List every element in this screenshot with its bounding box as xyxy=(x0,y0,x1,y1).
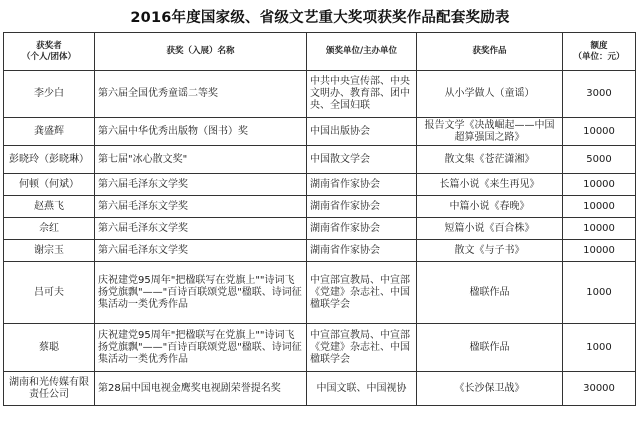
award-cell: 第七届"冰心散文奖" xyxy=(95,146,307,174)
issuer-cell: 中国文联、中国视协 xyxy=(307,372,417,406)
award-cell: 第六届毛泽东文学奖 xyxy=(95,240,307,262)
amount-cell: 30000 xyxy=(563,372,636,406)
table-row xyxy=(4,118,636,146)
winner-cell: 何顿（何斌） xyxy=(4,174,95,196)
winner-cell: 佘红 xyxy=(4,218,95,240)
award-cell: 第六届中华优秀出版物（图书）奖 xyxy=(95,118,307,146)
winner-cell: 蔡聪 xyxy=(4,324,95,372)
page-title: 2016年度国家级、省级文艺重大奖项获奖作品配套奖励表 xyxy=(130,10,510,26)
issuer-cell: 中国散文学会 xyxy=(307,146,417,174)
table-row xyxy=(4,174,636,196)
work-cell: 《长沙保卫战》 xyxy=(417,372,563,406)
award-cell: 第六届毛泽东文学奖 xyxy=(95,218,307,240)
amount-cell: 3000 xyxy=(563,71,636,118)
award-cell: 第28届中国电视金鹰奖电视剧荣誉提名奖 xyxy=(95,372,307,406)
awards-table xyxy=(3,32,636,406)
issuer-cell: 中宣部宣教局、中宣部《党建》杂志社、中国楹联学会 xyxy=(307,262,417,324)
table-row xyxy=(4,262,636,324)
header-amount: 额度 （单位：元） xyxy=(563,33,636,71)
work-cell: 散文集《苍茫潇湘》 xyxy=(417,146,563,174)
amount-cell: 10000 xyxy=(563,196,636,218)
award-cell: 第六届毛泽东文学奖 xyxy=(95,174,307,196)
work-cell: 短篇小说《百合株》 xyxy=(417,218,563,240)
issuer-cell: 中共中央宣传部、中央文明办、教育部、团中央、全国妇联 xyxy=(307,71,417,118)
issuer-cell: 湖南省作家协会 xyxy=(307,218,417,240)
header-award: 获奖（入展）名称 xyxy=(95,33,307,71)
issuer-cell: 中国出版协会 xyxy=(307,118,417,146)
table-row xyxy=(4,324,636,372)
winner-cell: 彭晓玲（彭晓琳） xyxy=(4,146,95,174)
amount-cell: 10000 xyxy=(563,240,636,262)
award-cell: 第六届全国优秀童谣二等奖 xyxy=(95,71,307,118)
table-row xyxy=(4,240,636,262)
header-winner: 获奖者 （个人/团体） xyxy=(4,33,95,71)
amount-cell: 10000 xyxy=(563,118,636,146)
work-cell: 楹联作品 xyxy=(417,324,563,372)
winner-cell: 湖南和光传媒有限责任公司 xyxy=(4,372,95,406)
table-row xyxy=(4,196,636,218)
winner-cell: 赵燕飞 xyxy=(4,196,95,218)
work-cell: 长篇小说《来生再见》 xyxy=(417,174,563,196)
work-cell: 从小学做人（童谣） xyxy=(417,71,563,118)
header-row xyxy=(4,33,636,71)
amount-cell: 1000 xyxy=(563,262,636,324)
amount-cell: 1000 xyxy=(563,324,636,372)
award-cell: 庆祝建党95周年"把楹联写在党旗上""诗词飞扬党旗飘"——"百诗百联颂党恩"楹联、诗词征集活动一类优秀作品 xyxy=(95,324,307,372)
award-cell: 庆祝建党95周年"把楹联写在党旗上""诗词飞扬党旗飘"——"百诗百联颂党恩"楹联、诗词征集活动一类优秀作品 xyxy=(95,262,307,324)
table-row xyxy=(4,71,636,118)
work-cell: 报告文学《决战崛起——中国超算强国之路》 xyxy=(417,118,563,146)
winner-cell: 吕可夫 xyxy=(4,262,95,324)
winner-cell: 龚盛辉 xyxy=(4,118,95,146)
table-row xyxy=(4,218,636,240)
amount-cell: 5000 xyxy=(563,146,636,174)
table-row xyxy=(4,372,636,406)
table-row xyxy=(4,146,636,174)
header-issuer: 颁奖单位/主办单位 xyxy=(307,33,417,71)
header-work: 获奖作品 xyxy=(417,33,563,71)
work-cell: 楹联作品 xyxy=(417,262,563,324)
work-cell: 散文《与子书》 xyxy=(417,240,563,262)
award-cell: 第六届毛泽东文学奖 xyxy=(95,196,307,218)
winner-cell: 谢宗玉 xyxy=(4,240,95,262)
issuer-cell: 湖南省作家协会 xyxy=(307,240,417,262)
issuer-cell: 中宣部宣教局、中宣部《党建》杂志社、中国楹联学会 xyxy=(307,324,417,372)
issuer-cell: 湖南省作家协会 xyxy=(307,196,417,218)
issuer-cell: 湖南省作家协会 xyxy=(307,174,417,196)
amount-cell: 10000 xyxy=(563,174,636,196)
amount-cell: 10000 xyxy=(563,218,636,240)
winner-cell: 李少白 xyxy=(4,71,95,118)
work-cell: 中篇小说《春晚》 xyxy=(417,196,563,218)
